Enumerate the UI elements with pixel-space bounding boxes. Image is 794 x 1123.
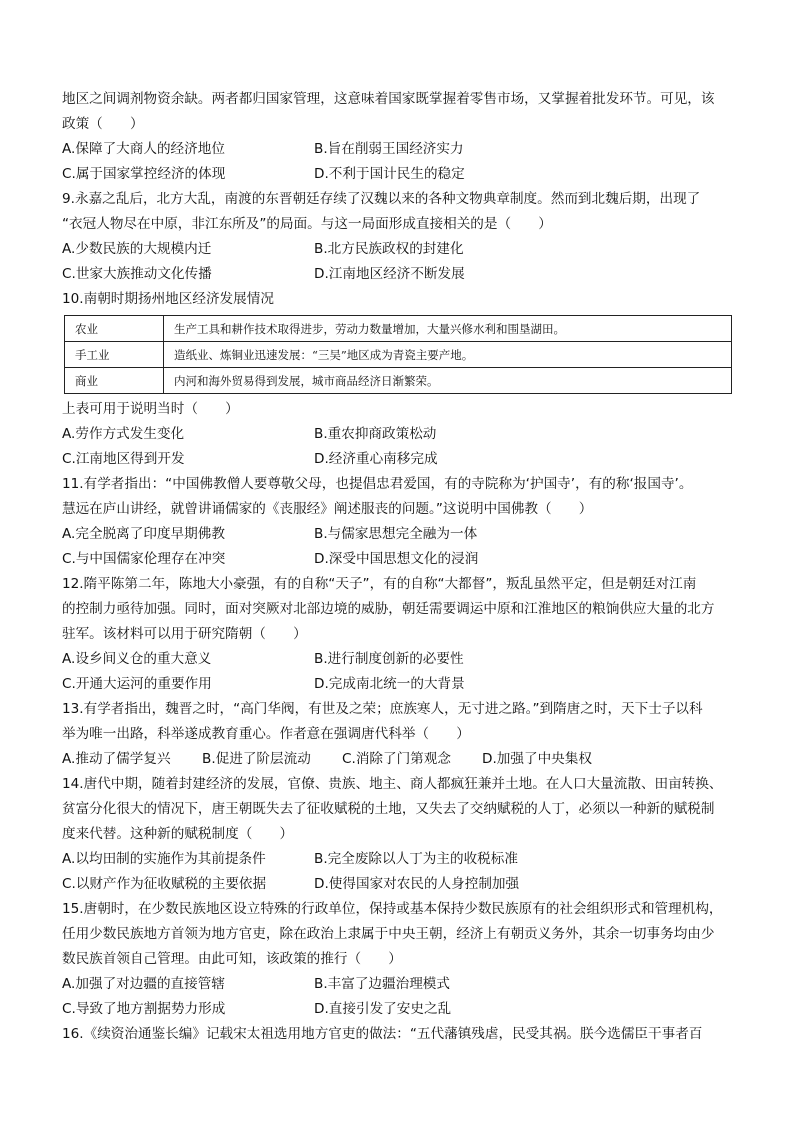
option-c[interactable]: C.江南地区得到开发 <box>62 451 185 467</box>
question-12 <box>62 572 734 697</box>
options-row <box>62 647 734 672</box>
option-d[interactable]: D.深受中国思想文化的浸润 <box>314 551 479 567</box>
question-8-continued <box>62 87 734 187</box>
stem-line: 15.唐朝时，在少数民族地区设立特殊的行政单位，保持或基本保持少数民族原有的社会组织形式和管理机构， <box>62 901 723 917</box>
stem-line: 14.唐代中期，随着封建经济的发展，官僚、贵族、地主、商人都疯狂兼并土地。在人口大量流散、田亩转换、 <box>62 776 723 792</box>
stem-line: 9.永嘉之乱后，北方大乱，南渡的东晋朝廷存续了汉魏以来的各种文物典章制度。然而到北魏后期，出现了 <box>62 191 701 207</box>
table-cell-key: 商业 <box>65 368 164 394</box>
table-cell-value: 生产工具和耕作技术取得进步，劳动力数量增加，大量兴修水利和围垦湖田。 <box>164 316 732 342</box>
stem-line: 贫富分化很大的情况下，唐王朝既失去了征收赋税的土地，又失去了交纳赋税的人丁，必须以一种新的赋税制 <box>62 801 715 817</box>
option-c[interactable]: C.属于国家掌控经济的体现 <box>62 166 226 182</box>
question-title: 10.南朝时期扬州地区经济发展情况 <box>62 291 274 307</box>
question-11 <box>62 472 734 572</box>
stem-line: 任用少数民族地方首领为地方官吏，除在政治上隶属于中央王朝，经济上有朝贡义务外，其余一切事务均由少 <box>62 926 715 942</box>
stem-line: 数民族首领自己管理。由此可知，该政策的推行（ ） <box>62 951 402 967</box>
question-16 <box>62 1022 734 1047</box>
option-a[interactable]: A.设乡间义仓的重大意义 <box>62 651 212 667</box>
option-d[interactable]: D.经济重心南移完成 <box>314 451 438 467</box>
question-14 <box>62 772 734 897</box>
options-row <box>62 137 734 162</box>
question-15 <box>62 897 734 1022</box>
stem-line: 政策（ ） <box>62 116 144 132</box>
table-cell-key: 手工业 <box>65 342 164 368</box>
stem-line: 慧远在庐山讲经，就曾讲诵儒家的《丧服经》阐述服丧的问题。”这说明中国佛教（ ） <box>62 501 593 517</box>
option-c[interactable]: C.世家大族推动文化传播 <box>62 266 212 282</box>
option-b[interactable]: B.重农抑商政策松动 <box>314 426 437 442</box>
options-row <box>62 997 734 1022</box>
options-row <box>62 672 734 697</box>
question-9 <box>62 187 734 287</box>
options-row <box>62 522 734 547</box>
option-b[interactable]: B.丰富了边疆治理模式 <box>314 976 450 992</box>
stem-line: 12.隋平陈第二年，陈地大小豪强，有的自称“天子”，有的自称“大都督”，叛乱虽然平定，但是朝廷对江南 <box>62 576 697 592</box>
option-d[interactable]: D.加强了中央集权 <box>482 751 592 767</box>
option-d[interactable]: D.江南地区经济不断发展 <box>314 266 465 282</box>
option-b[interactable]: B.北方民族政权的封建化 <box>314 241 464 257</box>
question-list <box>62 87 734 1047</box>
stem-line: 举为唯一出路，科举遂成教育重心。作者意在强调唐代科举（ ） <box>62 726 470 742</box>
stem-line: 上表可用于说明当时（ ） <box>62 401 239 417</box>
option-a[interactable]: A.加强了对边疆的直接管辖 <box>62 976 225 992</box>
table-cell-key: 农业 <box>65 316 164 342</box>
table-row <box>65 316 732 342</box>
option-d[interactable]: D.使得国家对农民的人身控制加强 <box>314 876 520 892</box>
table-row <box>65 342 732 368</box>
economy-table <box>64 315 732 394</box>
option-a[interactable]: A.完全脱离了印度早期佛教 <box>62 526 225 542</box>
options-row <box>62 972 734 997</box>
options-row <box>62 162 734 187</box>
option-b[interactable]: B.进行制度创新的必要性 <box>314 651 464 667</box>
option-d[interactable]: D.直接引发了安史之乱 <box>314 1001 452 1017</box>
option-d[interactable]: D.完成南北统一的大背景 <box>314 676 465 692</box>
table-cell-value: 内河和海外贸易得到发展，城市商品经济日渐繁荣。 <box>164 368 732 394</box>
options-row <box>62 747 734 772</box>
option-c[interactable]: C.开通大运河的重要作用 <box>62 676 212 692</box>
options-row <box>62 547 734 572</box>
stem-line: 驻军。该材料可以用于研究隋朝（ ） <box>62 626 307 642</box>
option-c[interactable]: C.导致了地方割据势力形成 <box>62 1001 226 1017</box>
stem-line: 16.《续资治通鉴长编》记载宋太祖选用地方官吏的做法：“五代藩镇残虐，民受其祸。朕今选儒臣干事者百 <box>62 1026 703 1042</box>
option-b[interactable]: B.促进了阶层流动 <box>202 751 311 767</box>
options-row <box>62 847 734 872</box>
stem-line: 地区之间调剂物资余缺。两者都归国家管理，这意味着国家既掌握着零售市场，又掌握着批发环节。可见，该 <box>62 91 715 107</box>
option-a[interactable]: A.少数民族的大规模内迁 <box>62 241 212 257</box>
stem-line: 11.有学者指出：“中国佛教僧人要尊敬父母，也提倡忠君爱国，有的寺院称为‘护国寺’，有的称‘报国寺’。 <box>62 476 693 492</box>
option-b[interactable]: B.完全废除以人丁为主的收税标准 <box>314 851 518 867</box>
option-c[interactable]: C.与中国儒家伦理存在冲突 <box>62 551 226 567</box>
option-a[interactable]: A.劳作方式发生变化 <box>62 426 185 442</box>
option-c[interactable]: C.消除了门第观念 <box>342 751 451 767</box>
options-row <box>62 262 734 287</box>
option-b[interactable]: B.旨在削弱王国经济实力 <box>314 141 464 157</box>
stem-line: “衣冠人物尽在中原，非江东所及”的局面。与这一局面形成直接相关的是（ ） <box>62 216 552 232</box>
options-row <box>62 237 734 262</box>
options-row <box>62 872 734 897</box>
stem-line: 度来代替。这种新的赋税制度（ ） <box>62 826 294 842</box>
table-row <box>65 368 732 394</box>
options-row <box>62 447 734 472</box>
option-d[interactable]: D.不利于国计民生的稳定 <box>314 166 465 182</box>
question-10 <box>62 287 734 472</box>
option-a[interactable]: A.推动了儒学复兴 <box>62 751 171 767</box>
stem-line: 的控制力亟待加强。同时，面对突厥对北部边境的威胁，朝廷需要调运中原和江淮地区的粮饷供应大量的北方 <box>62 601 715 617</box>
question-13 <box>62 697 734 772</box>
option-b[interactable]: B.与儒家思想完全融为一体 <box>314 526 478 542</box>
table-cell-value: 造纸业、炼铜业迅速发展：“三吴”地区成为青瓷主要产地。 <box>164 342 732 368</box>
stem-line: 13.有学者指出，魏晋之时，“高门华阀，有世及之荣；庶族寒人，无寸进之路。”到隋唐之时，天下士子以科 <box>62 701 703 717</box>
options-row <box>62 422 734 447</box>
option-c[interactable]: C.以财产作为征收赋税的主要依据 <box>62 876 267 892</box>
option-a[interactable]: A.以均田制的实施作为其前提条件 <box>62 851 266 867</box>
option-a[interactable]: A.保障了大商人的经济地位 <box>62 141 225 157</box>
